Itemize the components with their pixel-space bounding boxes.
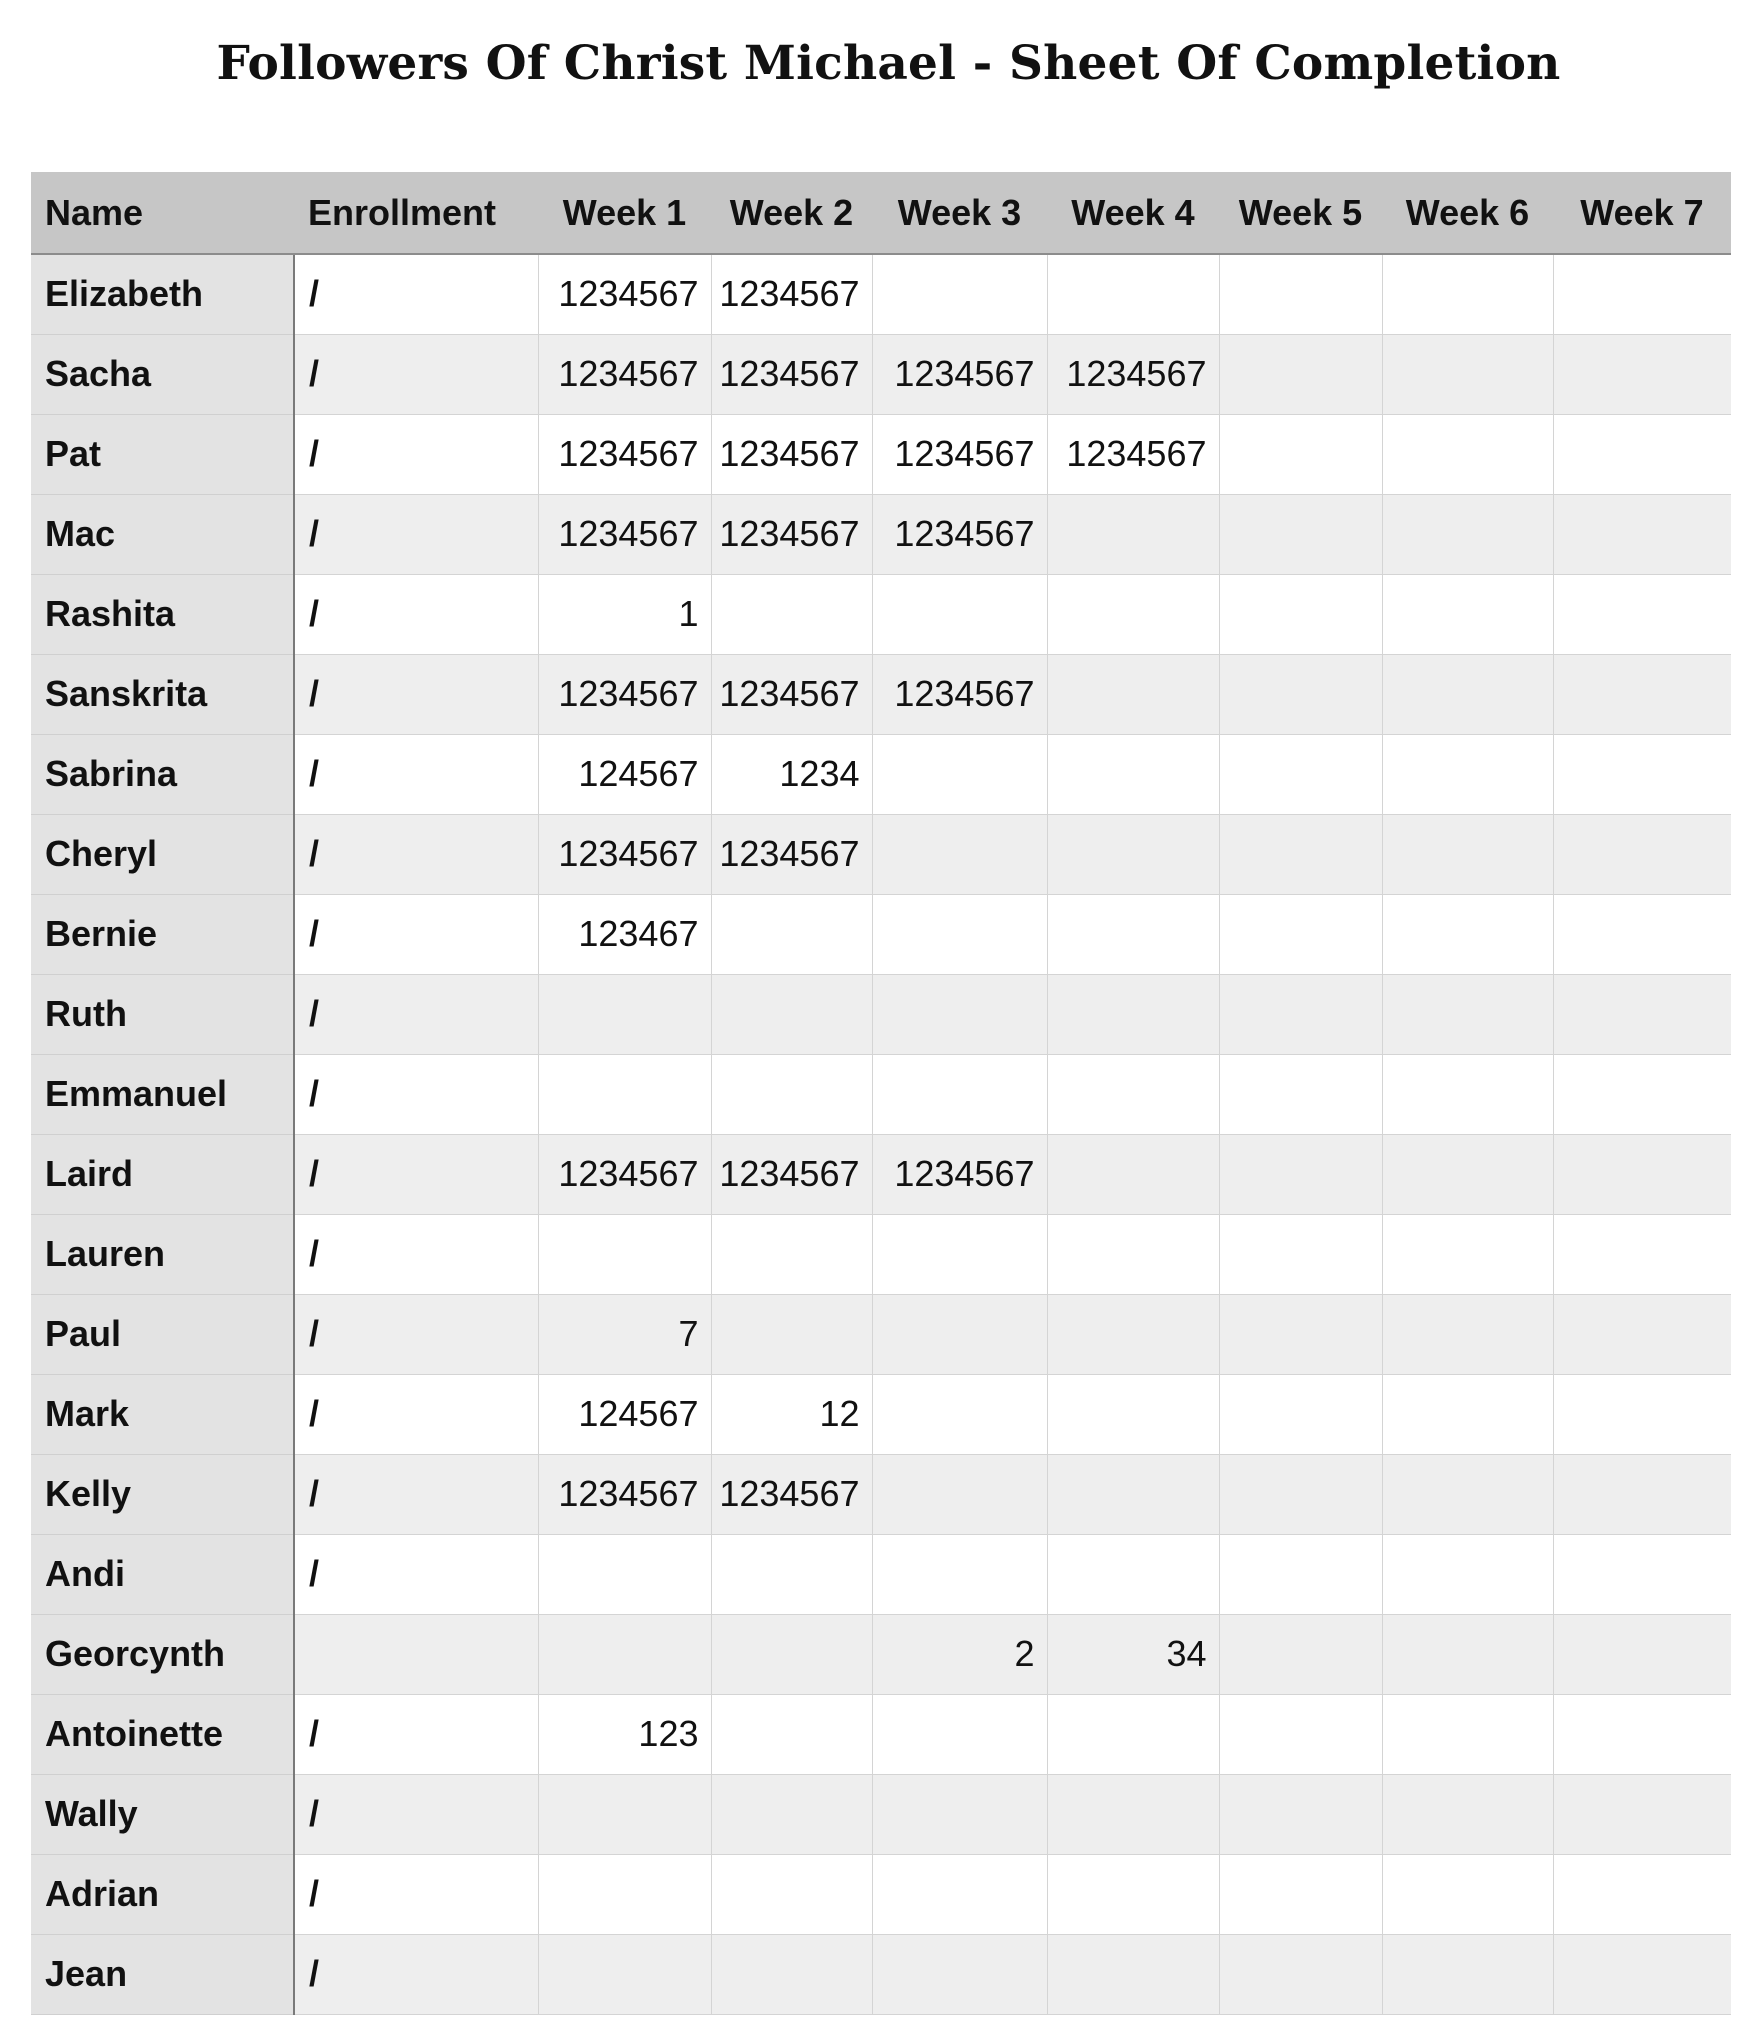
week-6-cell xyxy=(1382,1054,1553,1134)
week-5-cell xyxy=(1219,894,1382,974)
enrollment-cell: / xyxy=(294,494,538,574)
week-2-cell: 1234567 xyxy=(711,334,872,414)
week-3-cell xyxy=(872,1774,1047,1854)
week-7-cell xyxy=(1553,1294,1731,1374)
week-5-cell xyxy=(1219,1694,1382,1774)
row-name-cell: Andi xyxy=(31,1534,294,1614)
week-1-cell: 1234567 xyxy=(538,414,711,494)
table-body xyxy=(31,254,1731,2014)
row-name-cell: Wally xyxy=(31,1774,294,1854)
week-6-cell xyxy=(1382,1774,1553,1854)
enrollment-cell: / xyxy=(294,574,538,654)
week-5-cell xyxy=(1219,574,1382,654)
week-2-cell: 1234567 xyxy=(711,254,872,334)
week-4-cell: 1234567 xyxy=(1047,334,1219,414)
week-6-cell xyxy=(1382,1534,1553,1614)
week-5-cell xyxy=(1219,1214,1382,1294)
week-7-cell xyxy=(1553,814,1731,894)
week-7-cell xyxy=(1553,1054,1731,1134)
week-4-cell xyxy=(1047,734,1219,814)
week-4-cell xyxy=(1047,654,1219,734)
row-name-cell: Elizabeth xyxy=(31,254,294,334)
week-5-cell xyxy=(1219,814,1382,894)
week-4-cell xyxy=(1047,1134,1219,1214)
week-3-cell xyxy=(872,1374,1047,1454)
week-2-cell xyxy=(711,574,872,654)
column-header-name: Name xyxy=(31,172,294,254)
enrollment-cell: / xyxy=(294,654,538,734)
week-7-cell xyxy=(1553,494,1731,574)
header-row xyxy=(31,172,1731,254)
row-name-cell: Cheryl xyxy=(31,814,294,894)
week-5-cell xyxy=(1219,414,1382,494)
week-7-cell xyxy=(1553,1454,1731,1534)
week-7-cell xyxy=(1553,1694,1731,1774)
enrollment-cell: / xyxy=(294,1294,538,1374)
week-1-cell: 1234567 xyxy=(538,334,711,414)
table-row xyxy=(31,974,1731,1054)
week-4-cell: 34 xyxy=(1047,1614,1219,1694)
week-6-cell xyxy=(1382,1294,1553,1374)
table-row xyxy=(31,1694,1731,1774)
table-row xyxy=(31,734,1731,814)
table-row xyxy=(31,1054,1731,1134)
week-2-cell xyxy=(711,1854,872,1934)
week-5-cell xyxy=(1219,1454,1382,1534)
week-2-cell xyxy=(711,1534,872,1614)
row-name-cell: Kelly xyxy=(31,1454,294,1534)
week-1-cell: 1234567 xyxy=(538,1134,711,1214)
table-row xyxy=(31,574,1731,654)
row-name-cell: Rashita xyxy=(31,574,294,654)
week-7-cell xyxy=(1553,1774,1731,1854)
table-header xyxy=(31,172,1731,254)
week-1-cell: 124567 xyxy=(538,734,711,814)
week-4-cell xyxy=(1047,894,1219,974)
week-6-cell xyxy=(1382,414,1553,494)
row-name-cell: Ruth xyxy=(31,974,294,1054)
week-2-cell: 1234567 xyxy=(711,814,872,894)
enrollment-cell: / xyxy=(294,814,538,894)
week-1-cell xyxy=(538,1614,711,1694)
week-3-cell xyxy=(872,974,1047,1054)
column-header-enrollment: Enrollment xyxy=(294,172,538,254)
week-3-cell: 2 xyxy=(872,1614,1047,1694)
week-5-cell xyxy=(1219,254,1382,334)
week-1-cell: 1234567 xyxy=(538,654,711,734)
week-4-cell xyxy=(1047,1854,1219,1934)
week-6-cell xyxy=(1382,654,1553,734)
row-name-cell: Mark xyxy=(31,1374,294,1454)
table-row xyxy=(31,1614,1731,1694)
week-6-cell xyxy=(1382,574,1553,654)
week-3-cell: 1234567 xyxy=(872,334,1047,414)
table-row xyxy=(31,414,1731,494)
week-7-cell xyxy=(1553,654,1731,734)
enrollment-cell: / xyxy=(294,1214,538,1294)
week-3-cell xyxy=(872,814,1047,894)
week-2-cell: 1234 xyxy=(711,734,872,814)
row-name-cell: Mac xyxy=(31,494,294,574)
week-6-cell xyxy=(1382,1454,1553,1534)
week-3-cell: 1234567 xyxy=(872,494,1047,574)
week-6-cell xyxy=(1382,1694,1553,1774)
week-3-cell: 1234567 xyxy=(872,654,1047,734)
week-6-cell xyxy=(1382,1214,1553,1294)
week-6-cell xyxy=(1382,334,1553,414)
completion-table xyxy=(31,172,1731,2015)
week-6-cell xyxy=(1382,1374,1553,1454)
week-3-cell xyxy=(872,1454,1047,1534)
table-row xyxy=(31,1854,1731,1934)
week-7-cell xyxy=(1553,1134,1731,1214)
week-7-cell xyxy=(1553,894,1731,974)
week-6-cell xyxy=(1382,894,1553,974)
week-4-cell xyxy=(1047,254,1219,334)
week-5-cell xyxy=(1219,1854,1382,1934)
week-6-cell xyxy=(1382,1134,1553,1214)
week-6-cell xyxy=(1382,1934,1553,2014)
table-row xyxy=(31,654,1731,734)
week-2-cell xyxy=(711,894,872,974)
week-7-cell xyxy=(1553,974,1731,1054)
row-name-cell: Jean xyxy=(31,1934,294,2014)
table-row xyxy=(31,334,1731,414)
row-name-cell: Antoinette xyxy=(31,1694,294,1774)
row-name-cell: Sacha xyxy=(31,334,294,414)
column-header-week-4: Week 4 xyxy=(1047,172,1219,254)
row-name-cell: Bernie xyxy=(31,894,294,974)
row-name-cell: Sanskrita xyxy=(31,654,294,734)
week-2-cell xyxy=(711,1054,872,1134)
week-4-cell xyxy=(1047,1374,1219,1454)
week-2-cell xyxy=(711,1614,872,1694)
week-3-cell xyxy=(872,1294,1047,1374)
week-1-cell: 1 xyxy=(538,574,711,654)
week-5-cell xyxy=(1219,1534,1382,1614)
week-2-cell: 12 xyxy=(711,1374,872,1454)
week-2-cell xyxy=(711,1694,872,1774)
row-name-cell: Pat xyxy=(31,414,294,494)
week-4-cell xyxy=(1047,574,1219,654)
column-header-week-6: Week 6 xyxy=(1382,172,1553,254)
week-1-cell: 1234567 xyxy=(538,494,711,574)
week-7-cell xyxy=(1553,734,1731,814)
table-row xyxy=(31,1934,1731,2014)
week-7-cell xyxy=(1553,1534,1731,1614)
row-name-cell: Paul xyxy=(31,1294,294,1374)
enrollment-cell: / xyxy=(294,1054,538,1134)
row-name-cell: Georcynth xyxy=(31,1614,294,1694)
week-6-cell xyxy=(1382,1854,1553,1934)
table-row xyxy=(31,1454,1731,1534)
week-6-cell xyxy=(1382,814,1553,894)
week-6-cell xyxy=(1382,254,1553,334)
week-4-cell xyxy=(1047,974,1219,1054)
week-3-cell xyxy=(872,254,1047,334)
week-5-cell xyxy=(1219,494,1382,574)
week-3-cell xyxy=(872,734,1047,814)
table-row xyxy=(31,1134,1731,1214)
week-4-cell xyxy=(1047,1054,1219,1134)
week-1-cell xyxy=(538,1054,711,1134)
column-header-week-7: Week 7 xyxy=(1553,172,1731,254)
week-5-cell xyxy=(1219,1054,1382,1134)
week-1-cell: 7 xyxy=(538,1294,711,1374)
enrollment-cell: / xyxy=(294,1454,538,1534)
week-1-cell xyxy=(538,1774,711,1854)
week-3-cell xyxy=(872,1054,1047,1134)
column-header-week-3: Week 3 xyxy=(872,172,1047,254)
row-name-cell: Laird xyxy=(31,1134,294,1214)
week-7-cell xyxy=(1553,254,1731,334)
week-4-cell xyxy=(1047,814,1219,894)
page-title: Followers Of Christ Michael - Sheet Of Completion xyxy=(216,36,1561,91)
week-2-cell xyxy=(711,1774,872,1854)
enrollment-cell: / xyxy=(294,1134,538,1214)
week-6-cell xyxy=(1382,734,1553,814)
week-2-cell xyxy=(711,1934,872,2014)
table-row xyxy=(31,1294,1731,1374)
week-2-cell: 1234567 xyxy=(711,654,872,734)
week-2-cell: 1234567 xyxy=(711,414,872,494)
enrollment-cell: / xyxy=(294,254,538,334)
week-5-cell xyxy=(1219,654,1382,734)
week-3-cell xyxy=(872,1214,1047,1294)
week-2-cell: 1234567 xyxy=(711,1134,872,1214)
week-1-cell: 1234567 xyxy=(538,814,711,894)
week-7-cell xyxy=(1553,334,1731,414)
table-row xyxy=(31,254,1731,334)
row-name-cell: Emmanuel xyxy=(31,1054,294,1134)
column-header-week-5: Week 5 xyxy=(1219,172,1382,254)
week-3-cell: 1234567 xyxy=(872,1134,1047,1214)
enrollment-cell xyxy=(294,1614,538,1694)
week-3-cell xyxy=(872,1934,1047,2014)
week-5-cell xyxy=(1219,1294,1382,1374)
week-3-cell xyxy=(872,1854,1047,1934)
table-row xyxy=(31,494,1731,574)
column-header-week-1: Week 1 xyxy=(538,172,711,254)
week-4-cell xyxy=(1047,494,1219,574)
week-5-cell xyxy=(1219,1774,1382,1854)
week-6-cell xyxy=(1382,974,1553,1054)
week-4-cell xyxy=(1047,1774,1219,1854)
week-4-cell xyxy=(1047,1534,1219,1614)
table-row xyxy=(31,1774,1731,1854)
week-7-cell xyxy=(1553,1934,1731,2014)
week-3-cell xyxy=(872,1534,1047,1614)
week-4-cell: 1234567 xyxy=(1047,414,1219,494)
table-row xyxy=(31,1534,1731,1614)
enrollment-cell: / xyxy=(294,1534,538,1614)
enrollment-cell: / xyxy=(294,894,538,974)
enrollment-cell: / xyxy=(294,334,538,414)
week-4-cell xyxy=(1047,1694,1219,1774)
column-header-week-2: Week 2 xyxy=(711,172,872,254)
week-7-cell xyxy=(1553,1854,1731,1934)
week-2-cell xyxy=(711,1294,872,1374)
week-1-cell xyxy=(538,1854,711,1934)
week-7-cell xyxy=(1553,414,1731,494)
enrollment-cell: / xyxy=(294,1774,538,1854)
enrollment-cell: / xyxy=(294,734,538,814)
week-1-cell: 123467 xyxy=(538,894,711,974)
week-5-cell xyxy=(1219,1934,1382,2014)
week-1-cell: 1234567 xyxy=(538,1454,711,1534)
week-2-cell xyxy=(711,1214,872,1294)
week-5-cell xyxy=(1219,734,1382,814)
week-6-cell xyxy=(1382,494,1553,574)
row-name-cell: Lauren xyxy=(31,1214,294,1294)
week-1-cell: 124567 xyxy=(538,1374,711,1454)
week-2-cell: 1234567 xyxy=(711,494,872,574)
table-row xyxy=(31,814,1731,894)
week-7-cell xyxy=(1553,574,1731,654)
week-1-cell xyxy=(538,1534,711,1614)
table-row xyxy=(31,894,1731,974)
week-5-cell xyxy=(1219,1614,1382,1694)
week-4-cell xyxy=(1047,1214,1219,1294)
week-4-cell xyxy=(1047,1454,1219,1534)
week-4-cell xyxy=(1047,1294,1219,1374)
week-1-cell: 123 xyxy=(538,1694,711,1774)
week-5-cell xyxy=(1219,974,1382,1054)
week-5-cell xyxy=(1219,1134,1382,1214)
enrollment-cell: / xyxy=(294,974,538,1054)
table-row xyxy=(31,1214,1731,1294)
enrollment-cell: / xyxy=(294,414,538,494)
week-1-cell xyxy=(538,1214,711,1294)
week-3-cell xyxy=(872,574,1047,654)
week-6-cell xyxy=(1382,1614,1553,1694)
week-1-cell xyxy=(538,974,711,1054)
week-3-cell: 1234567 xyxy=(872,414,1047,494)
enrollment-cell: / xyxy=(294,1374,538,1454)
enrollment-cell: / xyxy=(294,1694,538,1774)
week-7-cell xyxy=(1553,1614,1731,1694)
week-1-cell xyxy=(538,1934,711,2014)
enrollment-cell: / xyxy=(294,1934,538,2014)
row-name-cell: Sabrina xyxy=(31,734,294,814)
row-name-cell: Adrian xyxy=(31,1854,294,1934)
week-2-cell xyxy=(711,974,872,1054)
week-3-cell xyxy=(872,894,1047,974)
enrollment-cell: / xyxy=(294,1854,538,1934)
week-2-cell: 1234567 xyxy=(711,1454,872,1534)
week-7-cell xyxy=(1553,1374,1731,1454)
week-3-cell xyxy=(872,1694,1047,1774)
week-1-cell: 1234567 xyxy=(538,254,711,334)
week-4-cell xyxy=(1047,1934,1219,2014)
week-5-cell xyxy=(1219,334,1382,414)
table-row xyxy=(31,1374,1731,1454)
week-7-cell xyxy=(1553,1214,1731,1294)
week-5-cell xyxy=(1219,1374,1382,1454)
